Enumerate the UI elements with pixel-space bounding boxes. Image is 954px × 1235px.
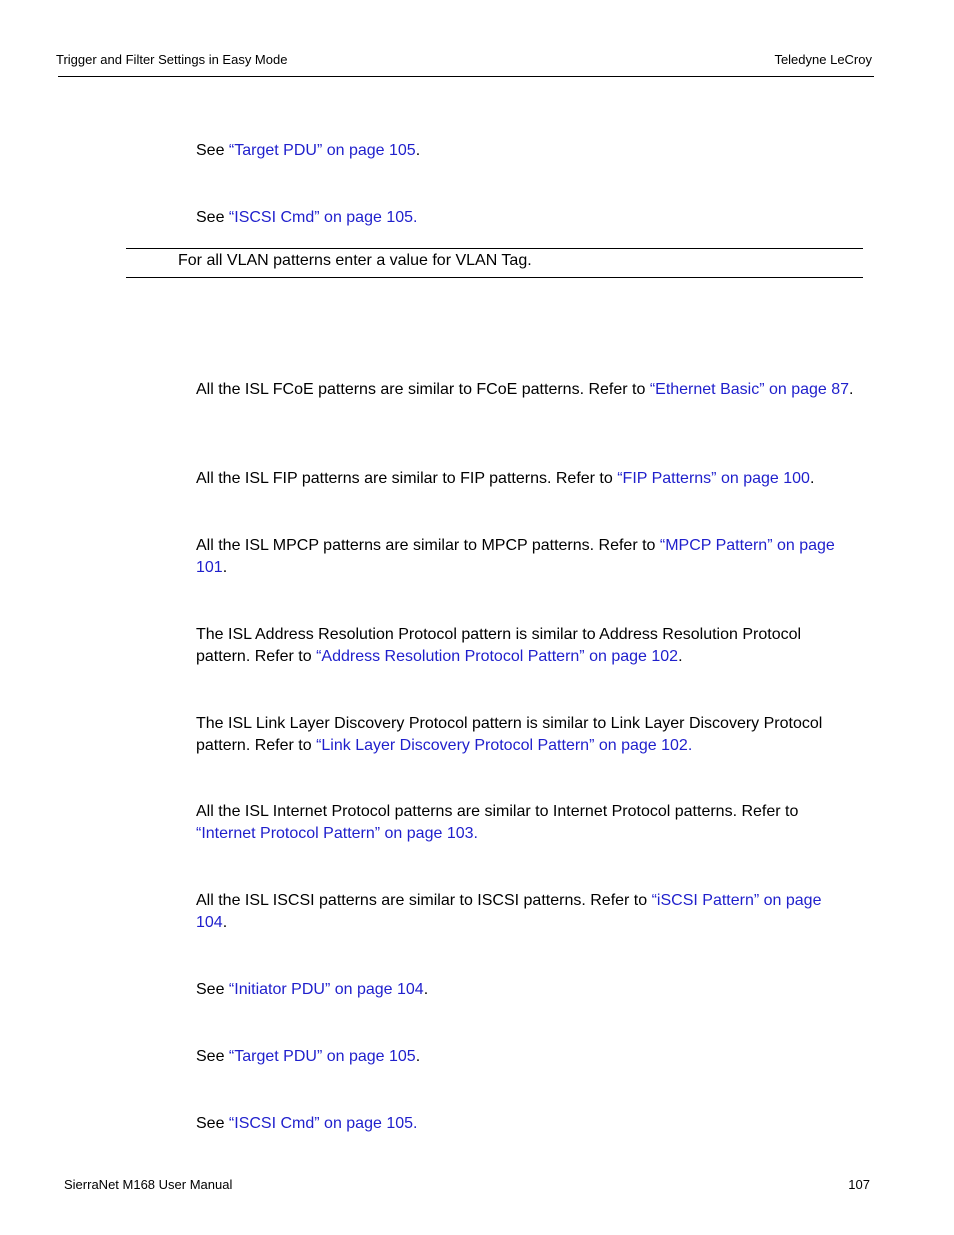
note-bottom-divider (126, 277, 863, 278)
paragraph-initiator-pdu: See “Initiator PDU” on page 104. (196, 981, 429, 998)
header-divider (58, 76, 874, 77)
paragraph-target-pdu-2: See “Target PDU” on page 105. (196, 1048, 421, 1065)
header-section-title: Trigger and Filter Settings in Easy Mode (56, 52, 288, 67)
header-company-name: Teledyne LeCroy (774, 52, 872, 67)
note-top-divider (126, 248, 863, 249)
paragraph-iscsi-cmd-1: See “ISCSI Cmd” on page 105. (196, 209, 418, 226)
paragraph-isl-lldp: The ISL Link Layer Discovery Protocol pattern is similar to Link Layer Discovery Protocol pattern. Refer to “Link Layer Discovery Protocol Pattern” on page 102. (196, 715, 823, 754)
link-fip-patterns[interactable]: “FIP Patterns” on page 100 (617, 470, 810, 487)
paragraph-isl-arp: The ISL Address Resolution Protocol pattern is similar to Address Resolution Protocol pattern. Refer to “Address Resolution Protocol Pattern” on page 102. (196, 626, 802, 665)
paragraph-isl-ip: All the ISL Internet Protocol patterns are similar to Internet Protocol patterns. Refer to “Internet Protocol Pattern” on page 103. (196, 803, 799, 842)
footer-manual-title: SierraNet M168 User Manual (64, 1177, 233, 1192)
link-iscsi-pattern[interactable]: “iSCSI Pattern” on page 104 (196, 892, 822, 931)
paragraph-isl-fip: All the ISL FIP patterns are similar to FIP patterns. Refer to “FIP Patterns” on page 100. (196, 470, 815, 487)
footer-page-number: 107 (848, 1177, 870, 1192)
link-iscsi-cmd-1[interactable]: “ISCSI Cmd” on page 105. (228, 209, 418, 226)
link-target-pdu-1[interactable]: “Target PDU” on page 105 (228, 142, 416, 159)
link-iscsi-cmd-2[interactable]: “ISCSI Cmd” on page 105. (228, 1115, 418, 1132)
paragraph-isl-fcoe: All the ISL FCoE patterns are similar to FCoE patterns. Refer to “Ethernet Basic” on page 87. (196, 381, 854, 398)
link-lldp-pattern[interactable]: “Link Layer Discovery Protocol Pattern” on page 102. (316, 737, 693, 754)
link-initiator-pdu[interactable]: “Initiator PDU” on page 104 (228, 981, 424, 998)
link-ethernet-basic[interactable]: “Ethernet Basic” on page 87 (649, 381, 850, 398)
link-ip-pattern[interactable]: “Internet Protocol Pattern” on page 103. (196, 825, 478, 842)
link-mpcp-pattern[interactable]: “MPCP Pattern” on page 101 (196, 537, 835, 576)
link-target-pdu-2[interactable]: “Target PDU” on page 105 (228, 1048, 416, 1065)
paragraph-isl-iscsi: All the ISL ISCSI patterns are similar to ISCSI patterns. Refer to “iSCSI Pattern” on page 104. (196, 892, 822, 931)
paragraph-target-pdu-1: See “Target PDU” on page 105. (196, 142, 421, 159)
link-arp-pattern[interactable]: “Address Resolution Protocol Pattern” on page 102 (316, 648, 679, 665)
vlan-note: For all VLAN patterns enter a value for VLAN Tag. (178, 252, 532, 269)
paragraph-isl-mpcp: All the ISL MPCP patterns are similar to MPCP patterns. Refer to “MPCP Pattern” on page 101. (196, 537, 835, 576)
paragraph-iscsi-cmd-2: See “ISCSI Cmd” on page 105. (196, 1115, 418, 1132)
